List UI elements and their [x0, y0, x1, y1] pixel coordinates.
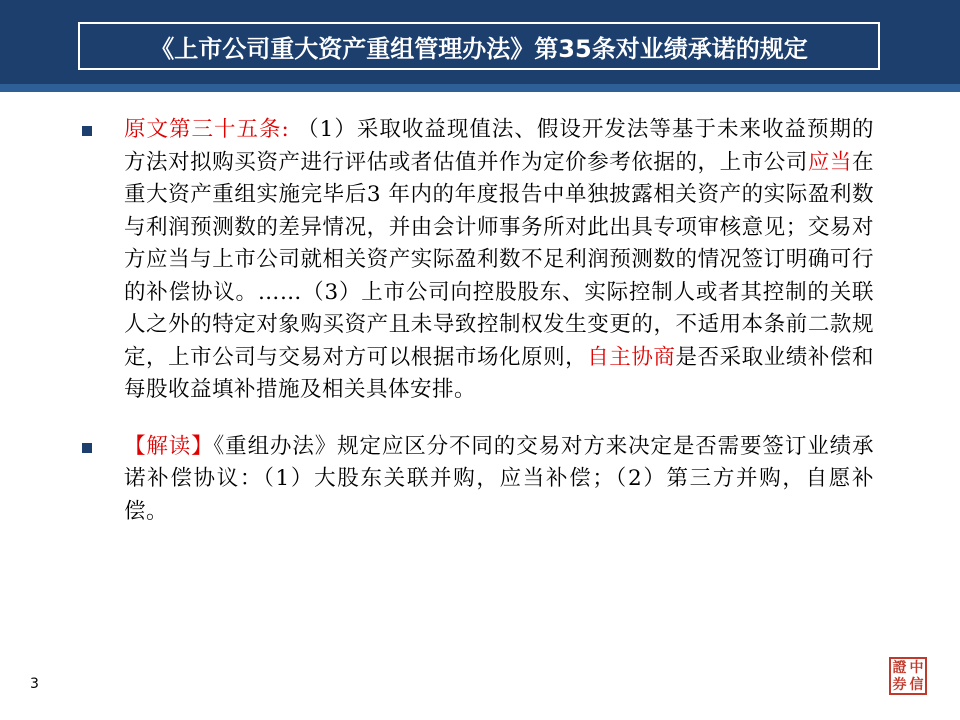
logo-char: 券	[892, 676, 907, 693]
highlight-yingdang: 应当	[807, 149, 852, 175]
logo-char: 證	[892, 659, 907, 676]
article-text-part: 是否采取业绩补偿和每股收益填补措施及相关具体安排。	[124, 344, 874, 402]
logo-char: 信	[909, 676, 924, 693]
bullet-item-article	[82, 114, 882, 407]
logo-char: 中	[909, 659, 924, 676]
highlight-zizhu-xieshang: 自主协商	[587, 344, 676, 370]
title-box	[78, 22, 880, 70]
interpretation-text: 《重组办法》规定应区分不同的交易对方来决定是否需要签订业绩承诺补偿协议：（1）大股东关联并购，应当补偿；（2）第三方并购，自愿补偿。	[124, 433, 874, 524]
slide-title: 《上市公司重大资产重组管理办法》第35条对业绩承诺的规定	[150, 34, 808, 63]
header-band	[0, 0, 960, 92]
slide-content	[82, 114, 882, 552]
bullet-text	[124, 114, 874, 407]
interpretation-heading: 【解读】	[124, 433, 214, 459]
article-heading: 原文第三十五条:	[124, 117, 290, 142]
article-text-part: （1）采取收益现值法、假设开发法等基于未来收益预期的方法对拟购买资产进行评估或者估值并作为定价参考依据的，上市公司	[124, 117, 874, 175]
bullet-item-interpretation	[82, 431, 882, 529]
bullet-text	[124, 431, 874, 529]
page-number: 3	[30, 676, 39, 692]
square-bullet-icon	[82, 443, 92, 453]
article-text-part: 在重大资产重组实施完毕后3 年内的年度报告中单独披露相关资产的实际盈利数与利润预测数的差异情况，并由会计师事务所对此出具专项审核意见；交易对方应当与上市公司就相关资产实际盈利数不足利润预测数的情况签订明确可行的补偿协议。……（3）上市公司向控股股东、实际控制人或者其控制的关联人之外的特定对象购买资产且未导致控制权发生变更的，不适用本条前二款规定，上市公司与交易对方可以根据市场化原则，	[124, 149, 874, 370]
square-bullet-icon	[82, 126, 92, 136]
citic-securities-logo	[889, 657, 927, 695]
